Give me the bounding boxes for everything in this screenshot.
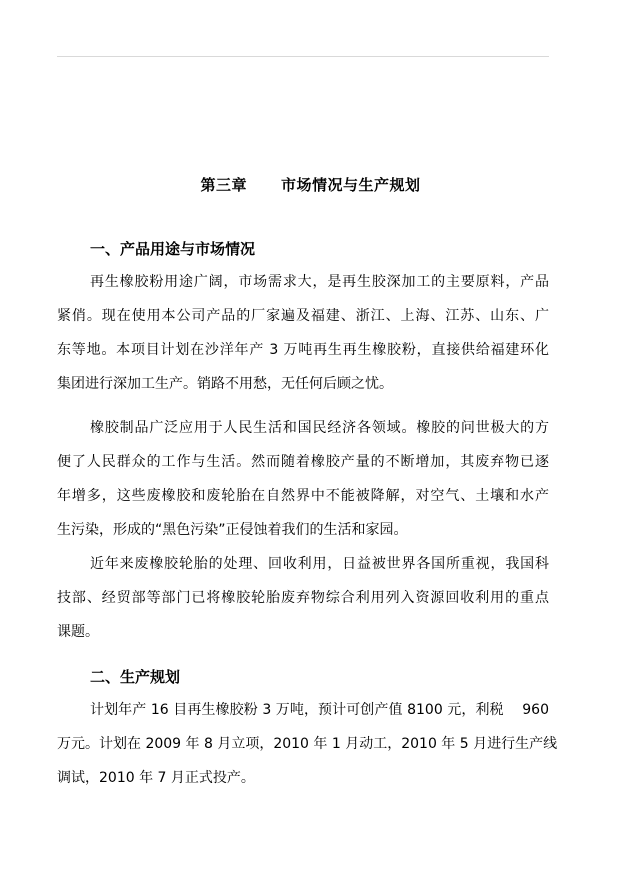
chapter-name: 市场情况与生产规划 — [281, 176, 421, 194]
paragraph — [57, 265, 549, 401]
header-rule — [57, 56, 549, 57]
paragraph-line: 紧俏。现在使用本公司产品的厂家遍及福建、浙江、上海、江苏、山东、广 — [57, 308, 549, 324]
paragraph-line: 橡胶制品广泛应用于人民生活和国民经济各领域。橡胶的问世极大的方 — [90, 420, 549, 436]
paragraph-line: 万元。计划在 2009 年 8 月立项，2010 年 1 月动工，2010 年 5 月进行生产线 — [57, 736, 558, 752]
paragraph-line: 生污染，形成的“黑色污染”正侵蚀着我们的生活和家园。 — [57, 522, 408, 538]
paragraph — [57, 693, 558, 795]
paragraph-line: 便了人民群众的工作与生活。然而随着橡胶产量的不断增加，其废弃物已逐 — [57, 454, 549, 470]
paragraph-line: 近年来废橡胶轮胎的处理、回收利用，日益被世界各国所重视，我国科 — [90, 556, 549, 572]
paragraph-line: 集团进行深加工生产。销路不用愁，无任何后顾之忧。 — [57, 376, 393, 392]
chapter-number: 第三章 — [200, 176, 247, 194]
paragraph-line: 再生橡胶粉用途广阔，市场需求大，是再生胶深加工的主要原料，产品 — [90, 274, 549, 290]
chapter-title — [0, 174, 621, 195]
paragraph-line: 调试，2010 年 7 月正式投产。 — [57, 770, 255, 786]
paragraph-line: 年增多，这些废橡胶和废轮胎在自然界中不能被降解，对空气、土壤和水产 — [57, 488, 549, 504]
paragraph-line: 东等地。本项目计划在沙洋年产 3 万吨再生再生橡胶粉，直接供给福建环化 — [57, 342, 549, 358]
paragraph-line: 课题。 — [57, 624, 99, 640]
section-heading-1: 一、产品用途与市场情况 — [90, 240, 256, 258]
paragraph-line: 计划年产 16 目再生橡胶粉 3 万吨，预计可创产值 8100 元，利税 960 — [90, 702, 549, 718]
section-heading-2: 二、生产规划 — [90, 668, 181, 686]
paragraph — [57, 411, 549, 649]
paragraph-line: 技部、经贸部等部门已将橡胶轮胎废弃物综合利用列入资源回收利用的重点 — [57, 590, 549, 606]
